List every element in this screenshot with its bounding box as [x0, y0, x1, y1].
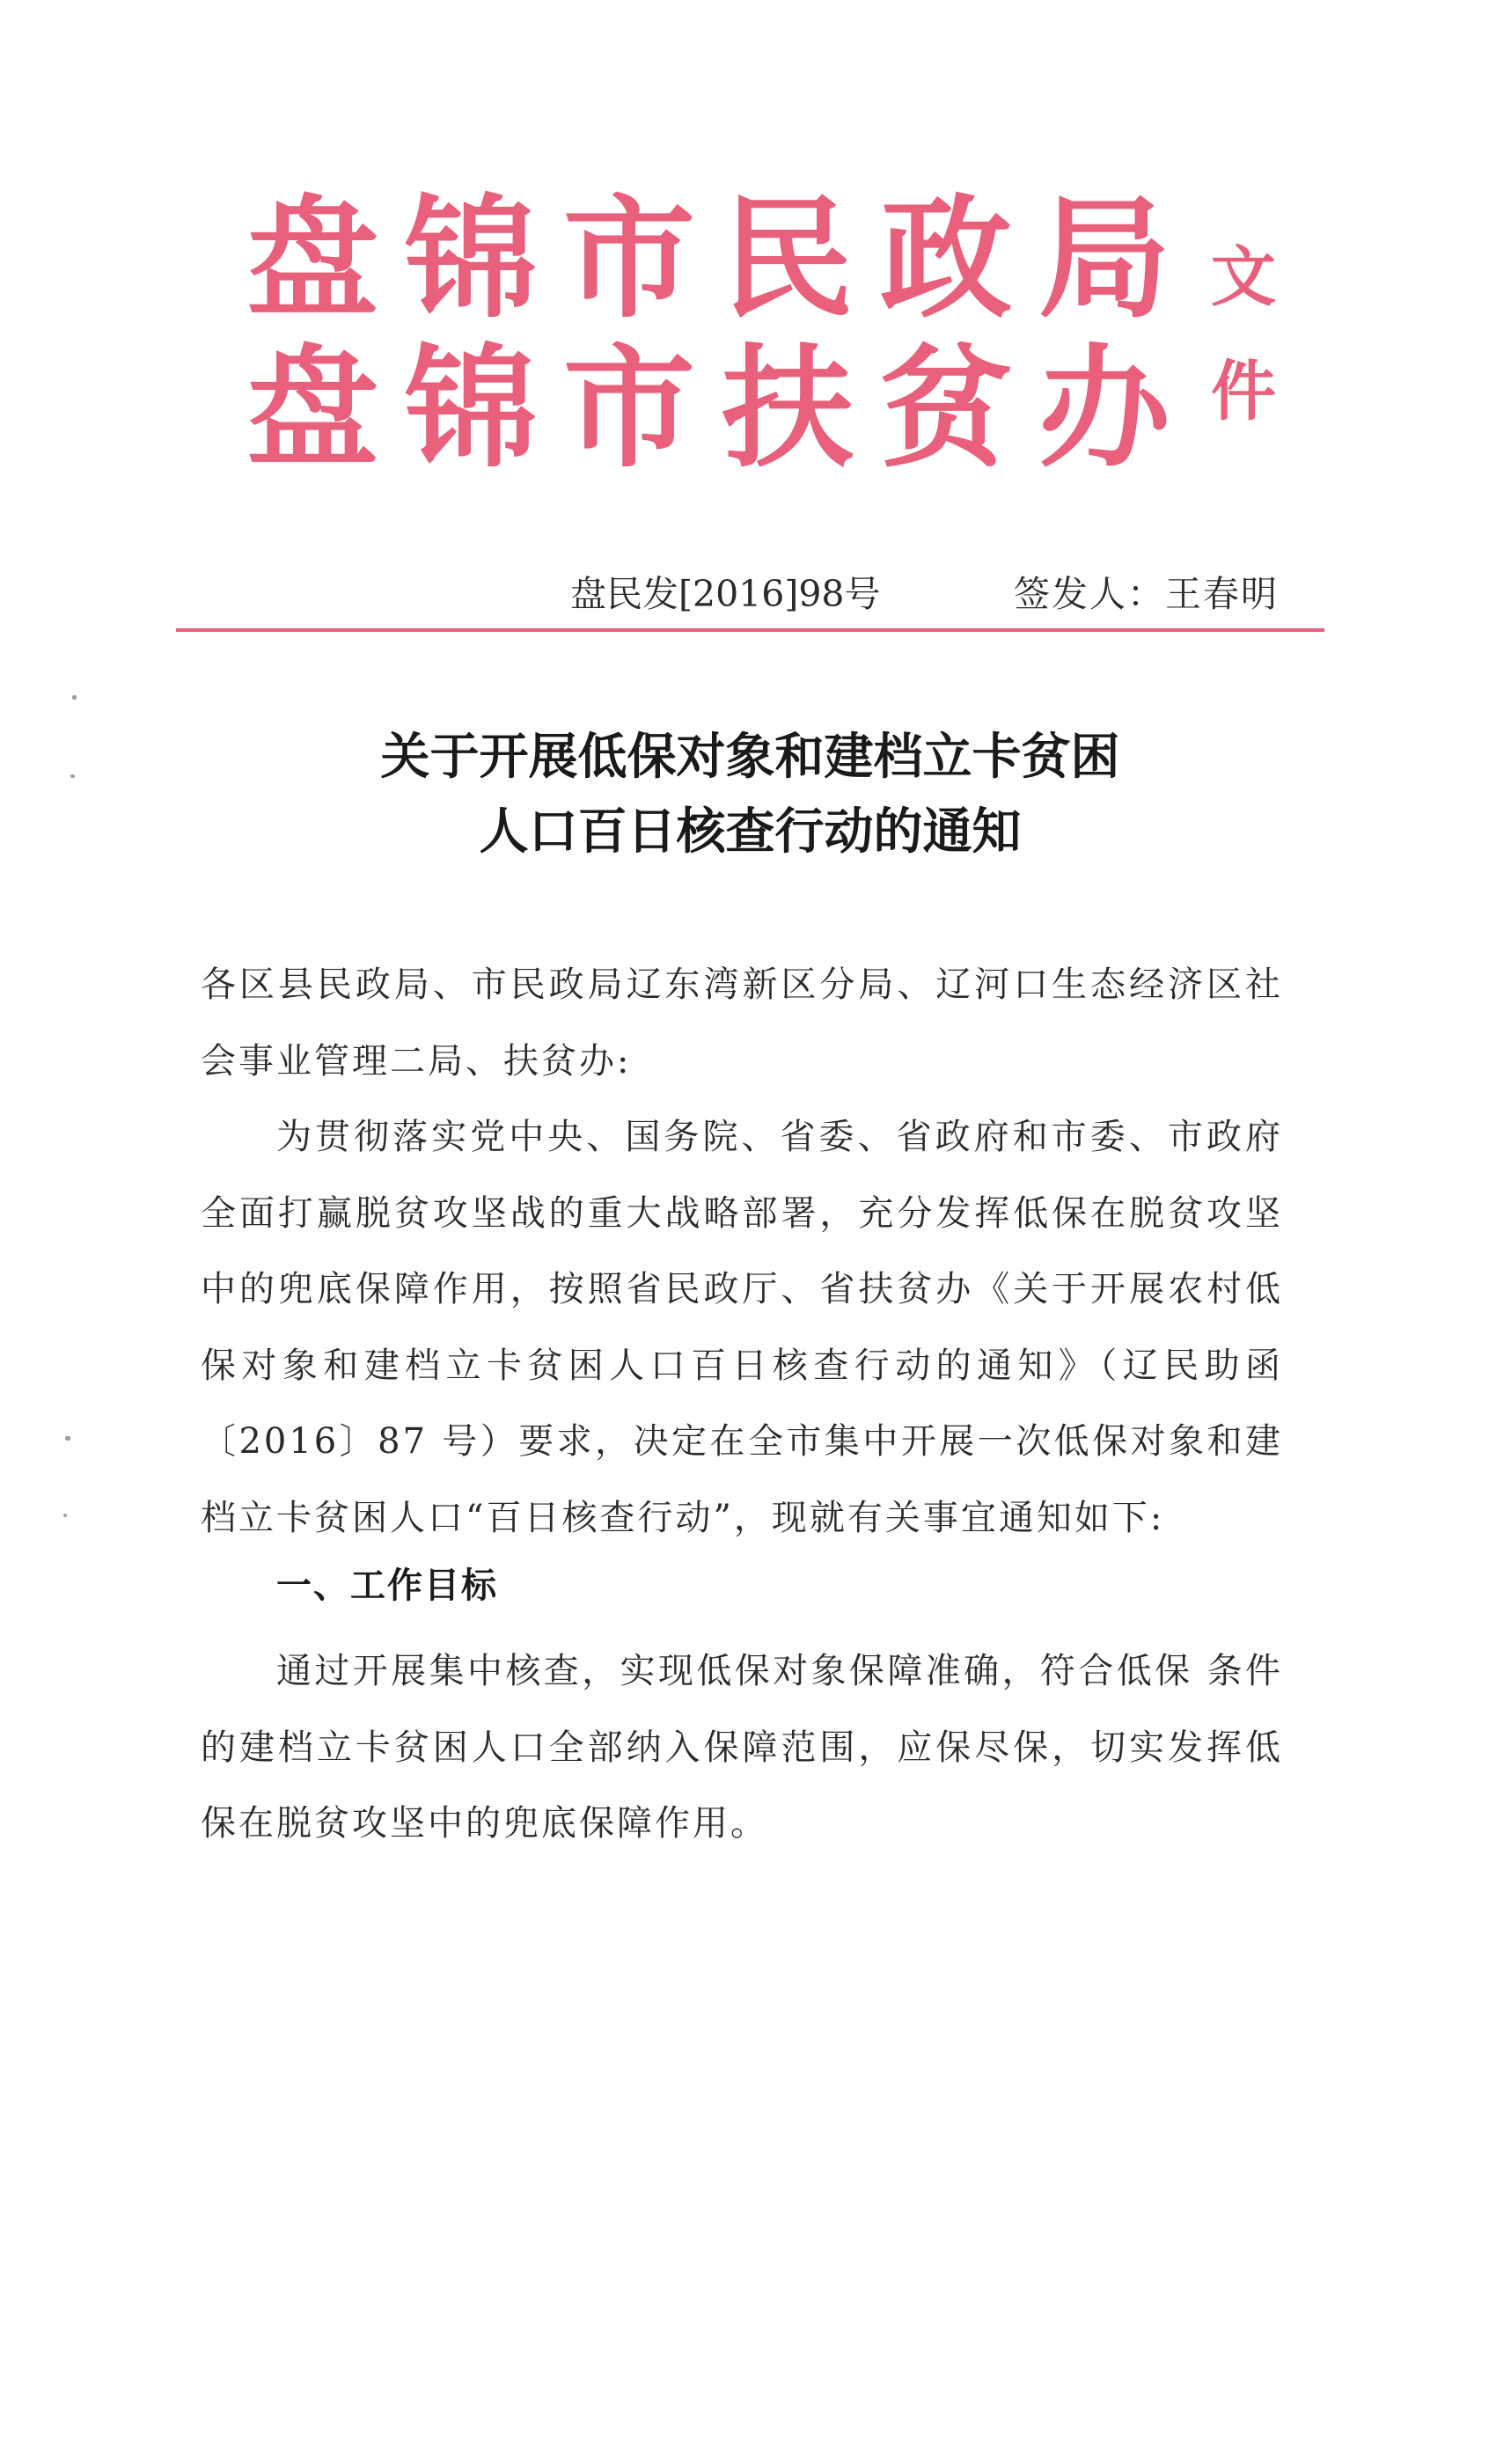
document-type-char-1: 文 [1211, 239, 1276, 315]
issuing-org-civil-affairs: 盘锦市民政局 [246, 183, 1198, 336]
red-divider-line [176, 628, 1324, 632]
section-heading-1: 一、工作目标 [276, 1566, 498, 1606]
document-type-char-2: 件 [1211, 354, 1276, 429]
document-type-label [1204, 239, 1283, 429]
document-title-line-2: 人口百日核查行动的通知 [479, 803, 1022, 861]
issuing-org-poverty-office: 盘锦市扶贫办 [246, 333, 1198, 486]
body-paragraph-2: 通过开展集中核查，实现低保对象保障准确，符合低保 条件的建档立卡贫困人口全部纳入保障范围，应保尽保，切实发挥低保在脱贫攻坚中的兜底保障作用。 [201, 1651, 1283, 1844]
scan-speck [65, 1436, 70, 1441]
addressee: 各区县民政局、市民政局辽东湾新区分局、辽河口生态经济区社会事业管理二局、扶贫办: [201, 964, 1283, 1082]
scan-speck [70, 774, 75, 778]
scan-speck [72, 695, 77, 700]
document-number: 盘民发[2016]98号 [570, 573, 881, 615]
body-paragraph-1: 为贯彻落实党中央、国务院、省委、省政府和市委、市政府全面打赢脱贫攻坚战的重大战略部署，充分发挥低保在脱贫攻坚中的兜底保障作用，按照省民政厅、省扶贫办《关于开展农村低保对象和建档立卡贫困人口百日核查行动的通知》（辽民助函〔2016〕87 号）要求，决定在全市集中开展一次低保对象和建档立卡贫困人口“百日核查行动”，现就有关事宜通知如下: [201, 1117, 1283, 1538]
signer: 签发人：王春明 [1014, 573, 1279, 615]
scan-speck [63, 1514, 67, 1517]
document-title-line-1: 关于开展低保对象和建档立卡贫困 [380, 729, 1120, 786]
